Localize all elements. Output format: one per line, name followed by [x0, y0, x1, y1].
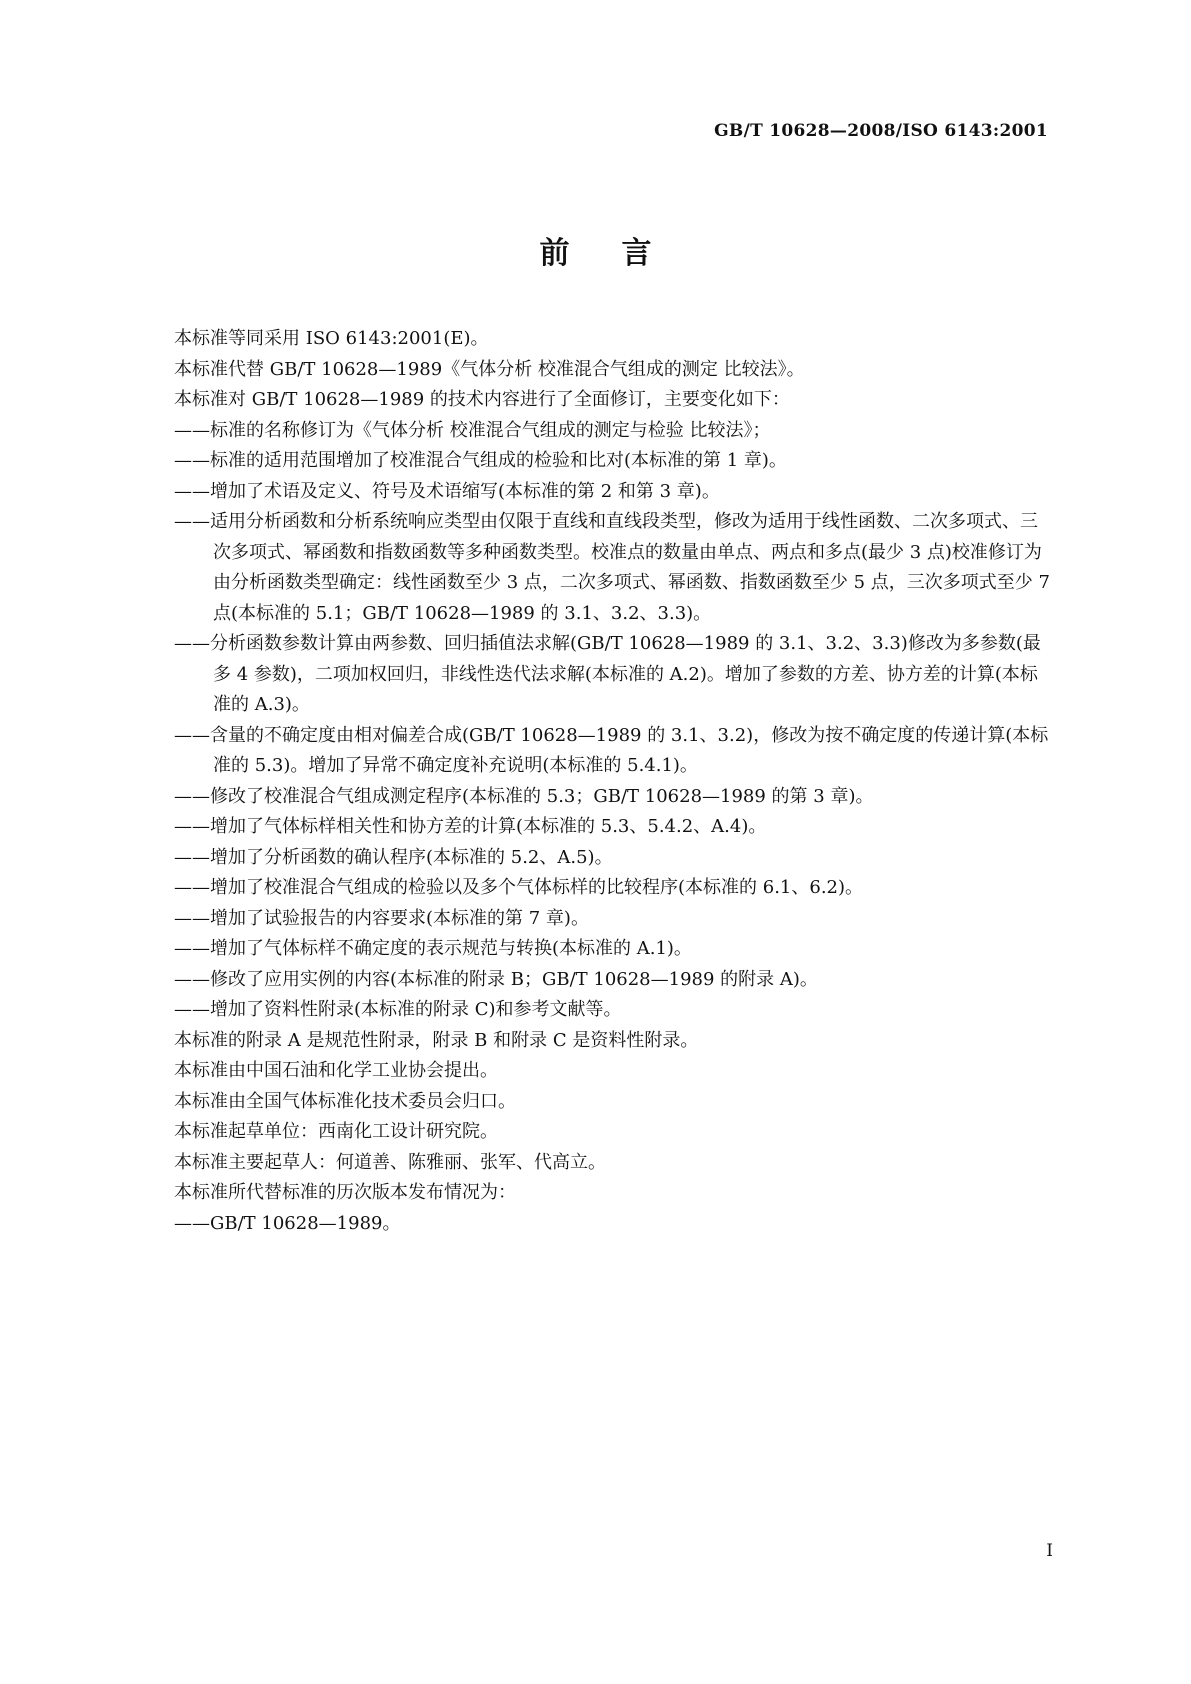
paragraph: 本标准起草单位：西南化工设计研究院。 [174, 1121, 498, 1142]
title-char-1: 前 [539, 236, 570, 271]
change-item: ——修改了校准混合气组成测定程序(本标准的 5.3；GB/T 10628—1989 的第 3 章)。 [174, 785, 874, 807]
change-item: ——标准的名称修订为《气体分析 校准混合气组成的测定与检验 比较法》； [174, 419, 771, 441]
paragraph: 本标准由中国石油和化学工业协会提出。 [174, 1060, 498, 1081]
paragraph: 本标准的附录 A 是规范性附录，附录 B 和附录 C 是资料性附录。 [174, 1029, 699, 1051]
page-title [0, 228, 1191, 272]
change-item: ——适用分析函数和分析系统响应类型由仅限于直线和直线段类型，修改为适用于线性函数、二次多项式、三次多项式、幂函数和指数函数等多种函数类型。校准点的数量由单点、两点和多点(最少 3 点)校准修订为由分析函数类型确定：线性函数至少 3 点，二次多项式、幂函数、指数函数至少 5 点，三次多项式至少 7 点(本标准的 5.1；GB/T 10628—1989 的 3.1、3.2、3.3)。 [174, 511, 1050, 624]
change-item: ——标准的适用范围增加了校准混合气组成的检验和比对(本标准的第 1 章)。 [174, 450, 787, 471]
change-item: ——增加了校准混合气组成的检验以及多个气体标样的比较程序(本标准的 6.1、6.2)。 [174, 877, 864, 898]
page-number: I [1046, 1541, 1053, 1561]
paragraph: 本标准代替 GB/T 10628—1989《气体分析 校准混合气组成的测定 比较法》。 [174, 358, 805, 380]
change-item: ——修改了应用实例的内容(本标准的附录 B；GB/T 10628—1989 的附录 A)。 [174, 968, 818, 990]
title-char-2: 言 [621, 236, 652, 271]
foreword-body [174, 324, 1054, 1239]
paragraph: 本标准等同采用 ISO 6143:2001(E)。 [174, 328, 489, 349]
change-item: ——分析函数参数计算由两参数、回归插值法求解(GB/T 10628—1989 的 3.1、3.2、3.3)修改为多参数(最多 4 参数)，二项加权回归，非线性迭代法求解(本标准的 A.2)。增加了参数的方差、协方差的计算(本标准的 A.3)。 [174, 633, 1041, 715]
change-item: ——增加了试验报告的内容要求(本标准的第 7 章)。 [174, 907, 589, 929]
paragraph: 本标准由全国气体标准化技术委员会归口。 [174, 1090, 516, 1112]
paragraph: 本标准对 GB/T 10628—1989 的技术内容进行了全面修订，主要变化如下： [174, 389, 790, 410]
change-item: ——增加了术语及定义、符号及术语缩写(本标准的第 2 和第 3 章)。 [174, 480, 720, 502]
change-item: ——GB/T 10628—1989。 [174, 1212, 401, 1234]
paragraph: 本标准主要起草人：何道善、陈雅丽、张军、代高立。 [174, 1151, 606, 1173]
paragraph: 本标准所代替标准的历次版本发布情况为： [174, 1182, 516, 1203]
standard-code: GB/T 10628—2008/ISO 6143:2001 [714, 121, 1048, 141]
change-item: ——含量的不确定度由相对偏差合成(GB/T 10628—1989 的 3.1、3.2)，修改为按不确定度的传递计算(本标准的 5.3)。增加了异常不确定度补充说明(本标准的 5.4.1)。 [174, 724, 1049, 776]
change-item: ——增加了资料性附录(本标准的附录 C)和参考文献等。 [174, 999, 622, 1020]
change-item: ——增加了气体标样相关性和协方差的计算(本标准的 5.3、5.4.2、A.4)。 [174, 816, 767, 837]
change-item: ——增加了分析函数的确认程序(本标准的 5.2、A.5)。 [174, 846, 613, 868]
change-item: ——增加了气体标样不确定度的表示规范与转换(本标准的 A.1)。 [174, 938, 692, 959]
